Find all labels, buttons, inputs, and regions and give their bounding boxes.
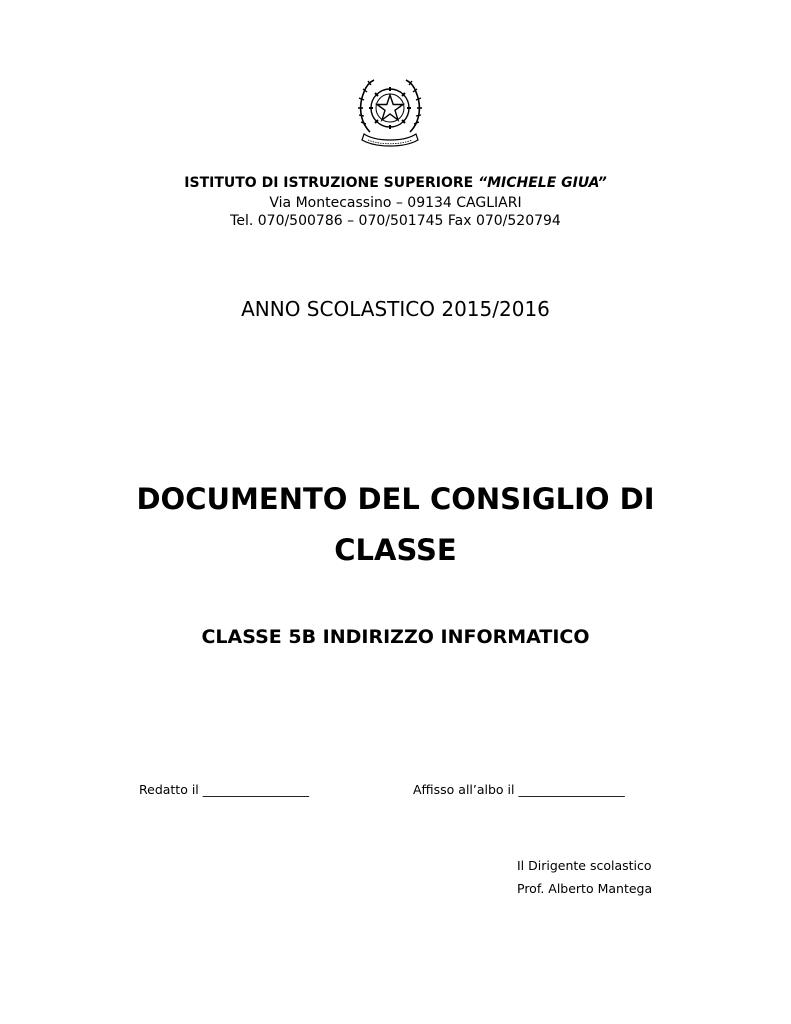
signature-name: Prof. Alberto Mantega: [517, 881, 653, 896]
class-subtitle: CLASSE 5B INDIRIZZO INFORMATICO: [201, 626, 590, 648]
school-contacts: Tel. 070/500786 – 070/501745 Fax 070/520794: [230, 213, 561, 229]
document-title-line2: CLASSE: [334, 533, 457, 567]
school-year: ANNO SCOLASTICO 2015/2016: [241, 297, 550, 321]
school-title: “MICHELE GIUA”: [478, 175, 607, 191]
school-name-text: ISTITUTO DI ISTRUZIONE SUPERIORE: [184, 175, 474, 191]
signature-role: Il Dirigente scolastico: [517, 858, 652, 873]
document-title-line1: DOCUMENTO DEL CONSIGLIO DI: [136, 482, 655, 516]
posted-date-field: Affisso all’albo il _________________: [413, 782, 625, 797]
drafted-date-field: Redatto il _________________: [139, 782, 310, 797]
italian-republic-emblem-icon: [356, 74, 424, 150]
school-name: [0, 175, 791, 191]
school-address: Via Montecassino – 09134 CAGLIARI: [269, 195, 522, 211]
